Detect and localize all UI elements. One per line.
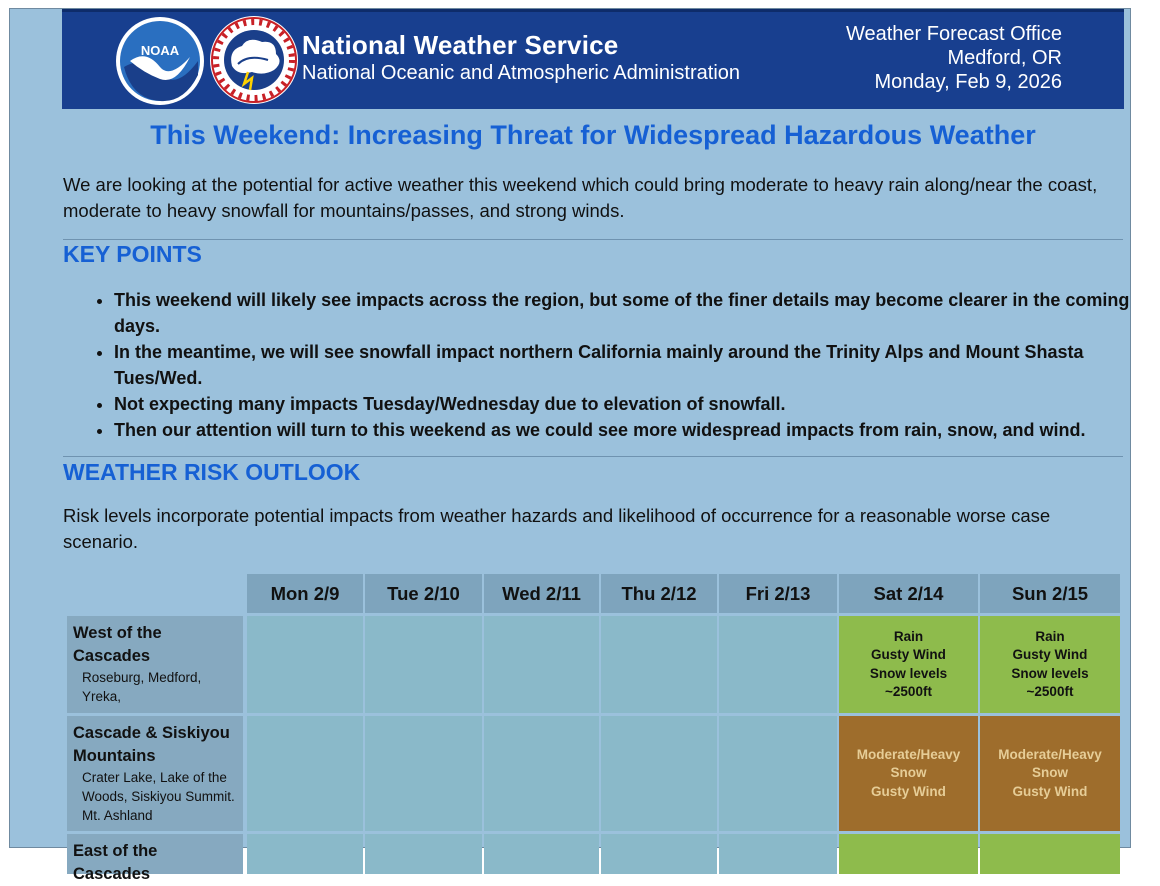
region-places: Roseburg, Medford, Yreka, [82, 670, 202, 704]
risk-cell-empty [719, 616, 837, 713]
briefing-date: Monday, Feb 9, 2026 [874, 71, 1062, 93]
risk-cell-empty [484, 616, 599, 713]
org-name: National Weather Service [302, 30, 619, 60]
risk-line: Gusty Wind [1012, 647, 1088, 662]
risk-outlook-description: Risk levels incorporate potential impacts from weather hazards and likelihood of occurrence for a reasonable worse case scenario. [63, 505, 1051, 552]
day-header: Tue 2/10 [365, 574, 482, 613]
risk-cell-empty [247, 834, 363, 874]
day-header: Fri 2/13 [719, 574, 837, 613]
key-point-item: • Then our attention will turn to this weekend as we could see more widespread impacts from rain, snow, and wind. [114, 417, 1154, 443]
risk-line: ~2500ft [885, 684, 932, 699]
key-point-item: • In the meantime, we will see snowfall impact northern California mainly around the Trinity Alps and Mount Shasta Tues/Wed. [114, 339, 1154, 391]
risk-cell-empty [719, 834, 837, 874]
risk-line: Gusty Wind [1012, 783, 1088, 799]
risk-line: Snow levels [1011, 665, 1089, 681]
risk-line: Moderate/Heavy [856, 746, 961, 762]
day-header: Mon 2/9 [247, 574, 363, 613]
region-east-of-cascades [67, 834, 243, 883]
risk-line: Gusty Wind [871, 783, 946, 799]
region-name: West of the Cascades [73, 624, 162, 665]
day-header: Sat 2/14 [839, 574, 978, 613]
risk-cell-empty [365, 616, 482, 713]
day-header: Sun 2/15 [980, 574, 1120, 613]
key-points-heading: KEY POINTS [63, 241, 202, 267]
key-points-list [90, 287, 1154, 443]
nws-logo-icon [208, 14, 300, 106]
org-subtitle: National Oceanic and Atmospheric Administration [302, 62, 741, 84]
divider [63, 456, 1123, 457]
risk-cell-sat-west [839, 616, 978, 713]
risk-line: Moderate/Heavy [998, 746, 1102, 762]
risk-line: Gusty Wind [871, 647, 946, 662]
region-cascade-siskiyou [67, 716, 243, 831]
risk-cell-empty [247, 616, 363, 713]
risk-cell-sun-mountains [980, 716, 1120, 831]
risk-cell-sat-mountains [839, 716, 978, 831]
risk-cell-empty [484, 834, 599, 874]
day-header: Wed 2/11 [484, 574, 599, 613]
risk-cell-empty [484, 716, 599, 831]
intro-text: We are looking at the potential for active weather this weekend which could bring moderate to heavy rain along/near the coast, moderate to heavy snowfall for mountains/passes, and strong winds. [63, 174, 1098, 221]
office-title: Weather Forecast Office [845, 23, 1062, 45]
office-location: Medford, OR [947, 47, 1062, 69]
headline: This Weekend: Increasing Threat for Widespread Hazardous Weather [150, 120, 1036, 150]
key-point-item: • This weekend will likely see impacts across the region, but some of the finer details may become clearer in the coming days. [114, 287, 1154, 339]
risk-line: Rain [1035, 628, 1065, 644]
risk-line: Rain [893, 628, 924, 644]
risk-line: Snow [1032, 765, 1068, 781]
header-banner [62, 9, 1124, 109]
day-header: Thu 2/12 [601, 574, 717, 613]
risk-cell-empty [719, 716, 837, 831]
risk-cell-sat-east [839, 834, 978, 874]
noaa-logo-icon [114, 15, 206, 107]
divider [63, 239, 1123, 240]
risk-line: Snow levels [869, 665, 948, 681]
briefing-page [9, 8, 1131, 883]
risk-cell-sun-west [980, 616, 1120, 713]
risk-cell-empty [365, 716, 482, 831]
office-info [846, 22, 1062, 94]
region-name: Cascade & Siskiyou Mountains [73, 724, 230, 765]
risk-cell-empty [601, 716, 717, 831]
risk-outlook-heading: WEATHER RISK OUTLOOK [63, 459, 361, 485]
region-west-of-cascades [67, 616, 243, 713]
region-name: East of the Cascades [73, 842, 158, 883]
risk-line: Snow [890, 765, 927, 781]
noaa-logo-text: NOAA [140, 43, 180, 58]
risk-cell-empty [247, 716, 363, 831]
risk-cell-empty [601, 834, 717, 874]
risk-cell-empty [601, 616, 717, 713]
risk-line: ~2500ft [1026, 684, 1074, 699]
risk-cell-empty [365, 834, 482, 874]
region-places: Crater Lake, Lake of the Woods, Siskiyou Summit. Mt. Ashland [82, 770, 235, 823]
risk-cell-sun-east [980, 834, 1120, 874]
key-point-item: • Not expecting many impacts Tuesday/Wednesday due to elevation of snowfall. [114, 391, 1154, 417]
